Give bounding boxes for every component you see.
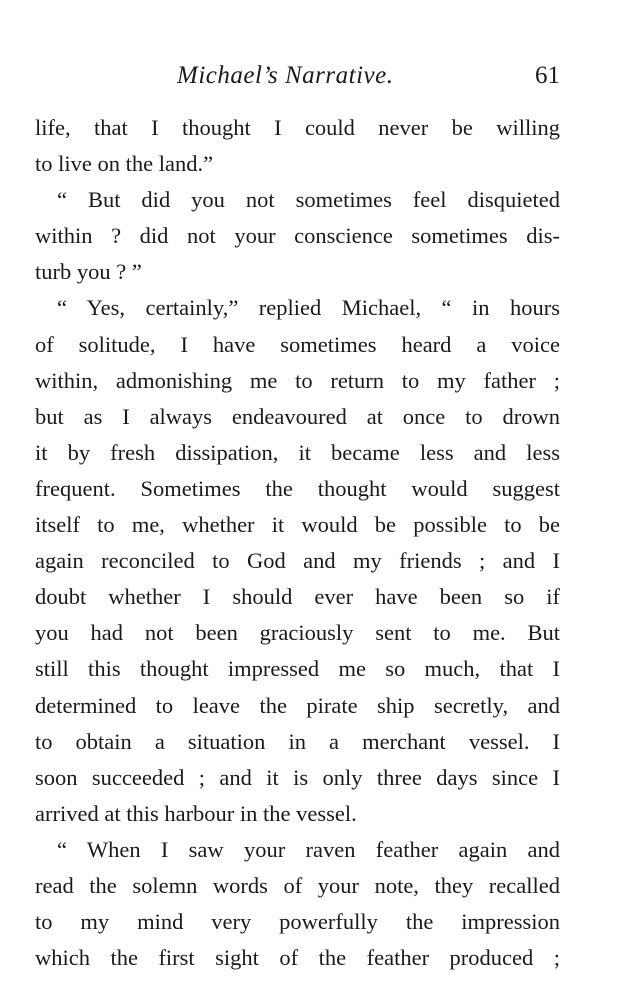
body-text [35,110,560,976]
text-line: within ? did not your conscience sometimes dis- [35,223,560,249]
text-line: “ When I saw your raven feather again and [57,836,560,862]
page-number: 61 [535,62,560,89]
text-line: turb you ? ” [35,259,142,285]
text-line: within, admonishing me to return to my father ; [35,367,560,393]
text-line: which the first sight of the feather produced ; [35,945,560,971]
text-line: read the solemn words of your note, they recalled [35,872,560,898]
text-line: “ But did you not sometimes feel disquieted [57,187,560,213]
text-line: life, that I thought I could never be willing [35,115,560,140]
text-line: frequent. Sometimes the thought would suggest [35,475,560,501]
text-line: to live on the land.” [35,151,214,177]
text-line: again reconciled to God and my friends ; and I [35,548,560,574]
text-line: you had not been graciously sent to me. But [35,620,560,646]
running-head [35,58,560,94]
running-title: Michael’s Narrative. [177,62,394,89]
text-line: arrived at this harbour in the vessel. [35,800,357,826]
text-line: but as I always endeavoured at once to drown [35,403,560,429]
text-line: to my mind very powerfully the impression [35,909,560,935]
text-line: “ Yes, certainly,” replied Michael, “ in hours [57,295,560,321]
text-line: doubt whether I should ever have been so if [35,584,560,610]
text-line: of solitude, I have sometimes heard a voice [35,331,560,357]
text-line: to obtain a situation in a merchant vessel. I [35,728,560,754]
text-line: itself to me, whether it would be possible to be [35,512,560,538]
text-line: it by fresh dissipation, it became less and less [35,439,560,465]
text-line: determined to leave the pirate ship secretly, and [35,692,560,718]
text-line: soon succeeded ; and it is only three days since I [35,764,560,790]
text-line: still this thought impressed me so much, that I [35,656,560,682]
